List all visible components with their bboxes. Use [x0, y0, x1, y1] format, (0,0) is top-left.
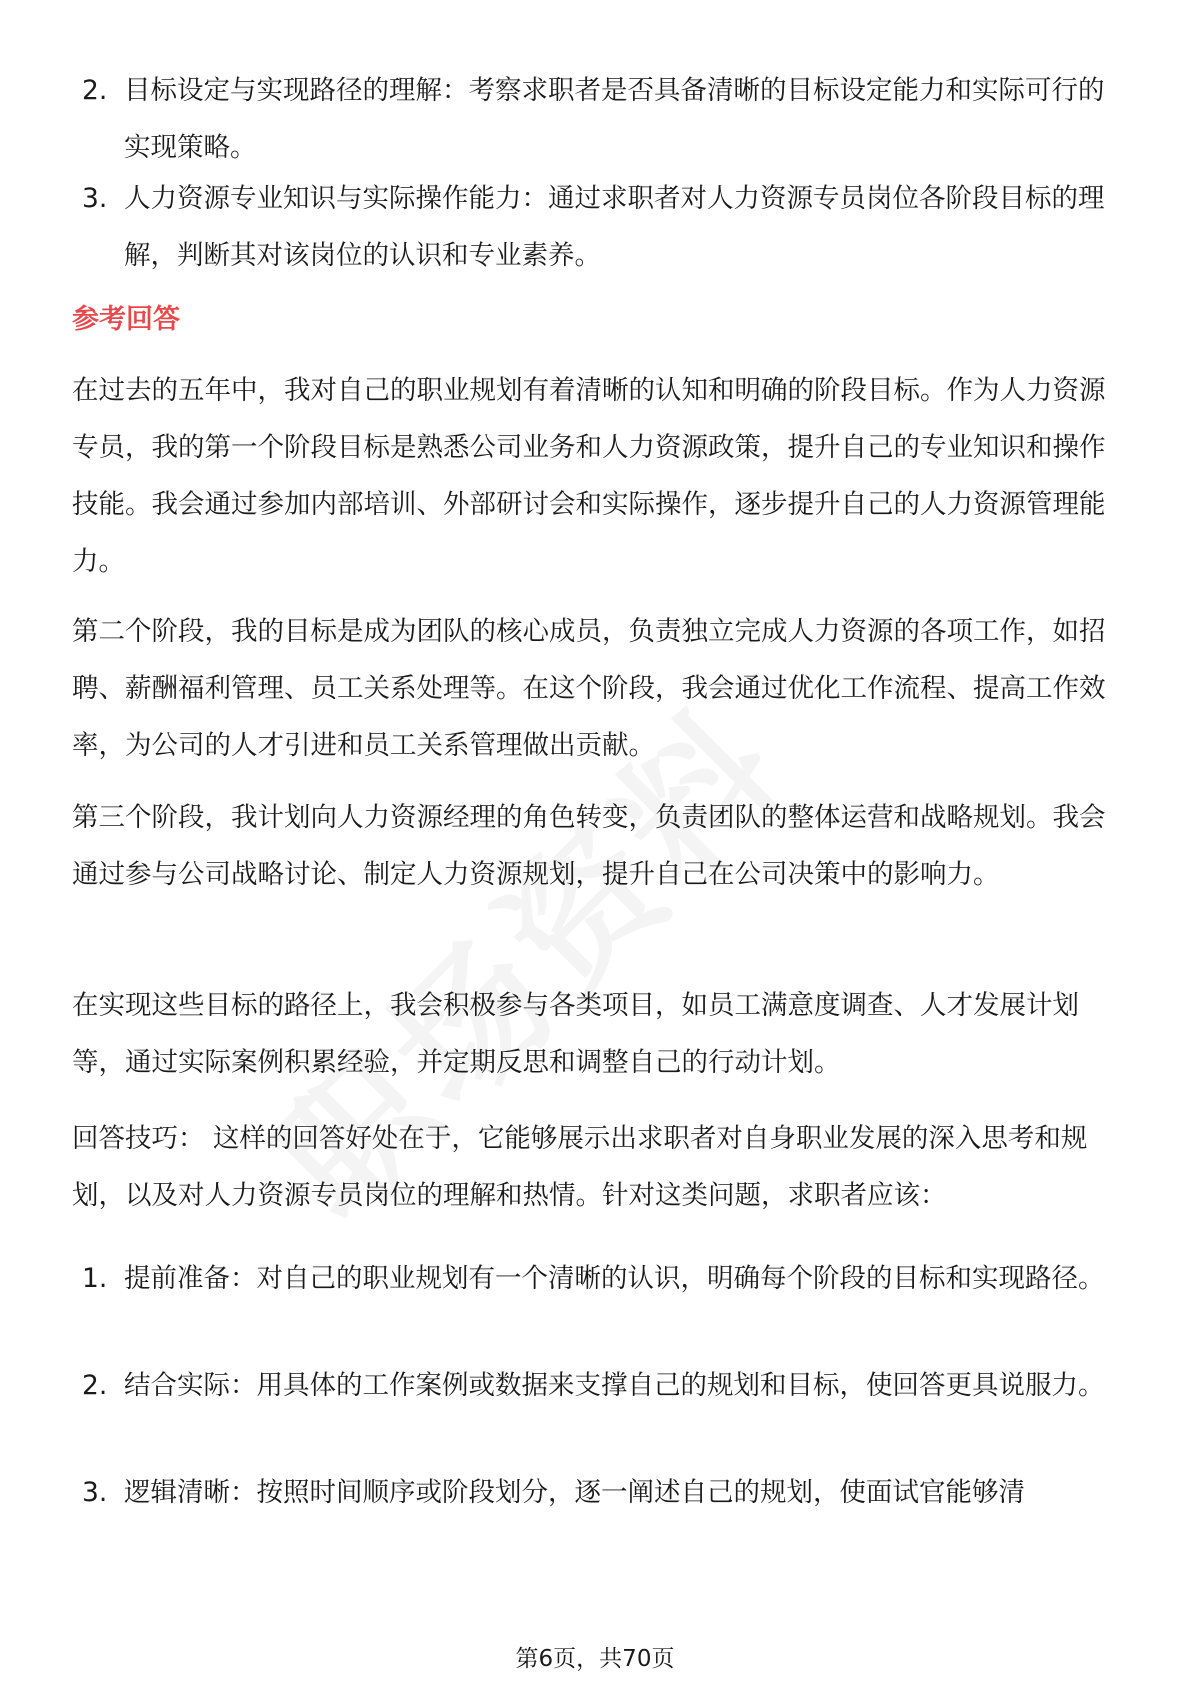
- list-number: 2.: [82, 75, 108, 106]
- list-number: 2.: [82, 1370, 108, 1401]
- list-number: 3.: [82, 183, 108, 214]
- list-number: 1.: [82, 1263, 108, 1294]
- list-text: 逻辑清晰：按照时间顺序或阶段划分，逐一阐述自己的规划，使面试官能够清: [124, 1477, 1025, 1508]
- list-text: 结合实际：用具体的工作案例或数据来支撑自己的规划和目标，使回答更具说服力。: [124, 1370, 1105, 1401]
- page-footer: 第6页，共70页: [515, 1646, 675, 1672]
- list-number: 3.: [82, 1477, 108, 1508]
- paragraph: 在实现这些目标的路径上，我会积极参与各类项目，如员工满意度调查、人才发展计划等，通过实际案例积累经验，并定期反思和调整自己的行动计划。: [72, 990, 1079, 1078]
- list-text: 提前准备：对自己的职业规划有一个清晰的认识，明确每个阶段的目标和实现路径。: [124, 1263, 1105, 1294]
- paragraph: 第二个阶段，我的目标是成为团队的核心成员，负责独立完成人力资源的各项工作，如招聘、薪酬福利管理、员工关系处理等。在这个阶段，我会通过优化工作流程、提高工作效率，为公司的人才引进和员工关系管理做出贡献。: [72, 616, 1106, 761]
- list-text: 目标设定与实现路径的理解：考察求职者是否具备清晰的目标设定能力和实际可行的实现策略。: [124, 75, 1105, 163]
- list-text: 人力资源专业知识与实际操作能力：通过求职者对人力资源专员岗位各阶段目标的理解，判断其对该岗位的认识和专业素养。: [124, 183, 1105, 271]
- paragraph: 回答技巧： 这样的回答好处在于，它能够展示出求职者对自身职业发展的深入思考和规划，以及对人力资源专员岗位的理解和热情。针对这类问题，求职者应该：: [72, 1123, 1088, 1211]
- paragraph: 在过去的五年中，我对自己的职业规划有着清晰的认知和明确的阶段目标。作为人力资源专员，我的第一个阶段目标是熟悉公司业务和人力资源政策，提升自己的专业知识和操作技能。我会通过参加内部培训、外部研讨会和实际操作，逐步提升自己的人力资源管理能力。: [72, 375, 1106, 577]
- section-heading: 参考回答: [72, 304, 180, 335]
- paragraph: 第三个阶段，我计划向人力资源经理的角色转变，负责团队的整体运营和战略规划。我会通过参与公司战略讨论、制定人力资源规划，提升自己在公司决策中的影响力。: [72, 802, 1106, 890]
